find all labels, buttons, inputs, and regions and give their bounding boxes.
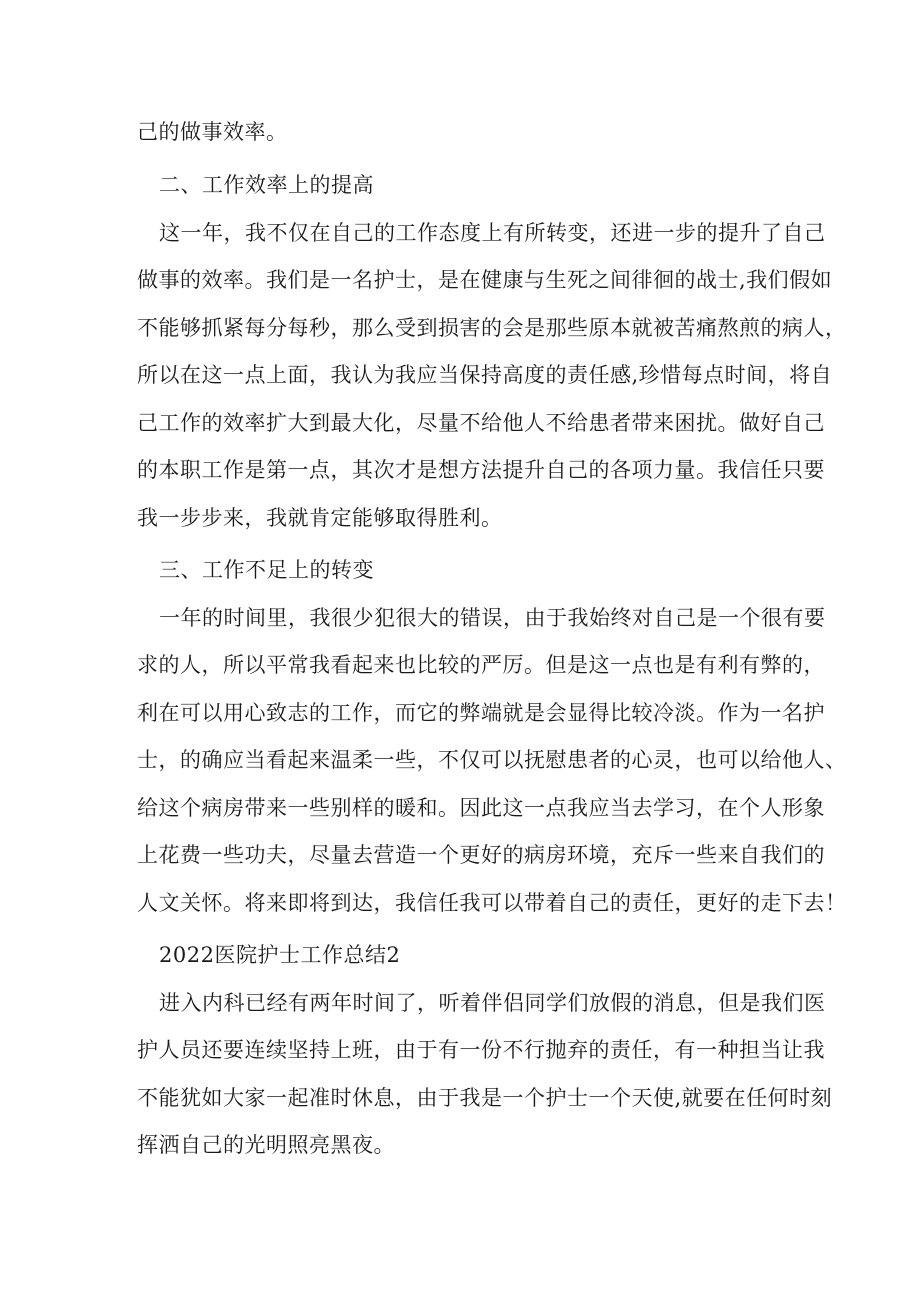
section-heading: 二、工作效率上的提高 [159, 173, 374, 197]
text-line: 不能犹如大家一起准时休息，由于我是一个护士一个天使,就要在任何时刻 [137, 1086, 833, 1110]
text-line: 护人员还要连续坚持上班，由于有一份不行抛弃的责任，有一种担当让我 [137, 1038, 825, 1062]
section-heading: 2022医院护士工作总结2 [159, 943, 401, 967]
text-line: 的本职工作是第一点，其次才是想方法提升自己的各项力量。我信任只要 [137, 458, 825, 482]
text-line: 所以在这一点上面，我认为我应当保持高度的责任感,珍惜每点时间，将自 [137, 363, 833, 387]
text-line: 求的人，所以平常我看起来也比较的严厉。但是这一点也是有利有弊的， [137, 653, 825, 677]
text-line: 这一年，我不仅在自己的工作态度上有所转变，还进一步的提升了自己 [159, 221, 826, 245]
text-line: 进入内科已经有两年时间了，听着伴侣同学们放假的消息，但是我们医 [159, 991, 826, 1015]
text-line: 上花费一些功夫，尽量去营造一个更好的病房环境，充斥一些来自我们的 [137, 843, 825, 867]
text-line: 利在可以用心致志的工作，而它的弊端就是会显得比较冷淡。作为一名护 [137, 701, 825, 725]
text-line: 我一步步来，我就肯定能够取得胜利。 [137, 506, 503, 530]
text-line: 挥洒自己的光明照亮黑夜。 [137, 1133, 395, 1157]
text-line: 己工作的效率扩大到最大化，尽量不给他人不给患者带来困扰。做好自己 [137, 411, 825, 435]
text-line: 人文关怀。将来即将到达，我信任我可以带着自己的责任，更好的走下去！ [137, 891, 847, 915]
text-line: 一年的时间里，我很少犯很大的错误，由于我始终对自己是一个很有要 [159, 606, 826, 630]
section-heading: 三、工作不足上的转变 [159, 558, 374, 582]
text-line: 不能够抓紧每分每秒，那么受到损害的会是那些原本就被苦痛熬煎的病人， [137, 316, 847, 340]
text-line: 士，的确应当看起来温柔一些，不仅可以抚慰患者的心灵，也可以给他人、 [137, 748, 847, 772]
text-line: 做事的效率。我们是一名护士，是在健康与生死之间徘徊的战士,我们假如 [137, 268, 833, 292]
text-line: 给这个病房带来一些别样的暖和。因此这一点我应当去学习，在个人形象 [137, 796, 825, 820]
text-line: 己的做事效率。 [137, 120, 288, 144]
